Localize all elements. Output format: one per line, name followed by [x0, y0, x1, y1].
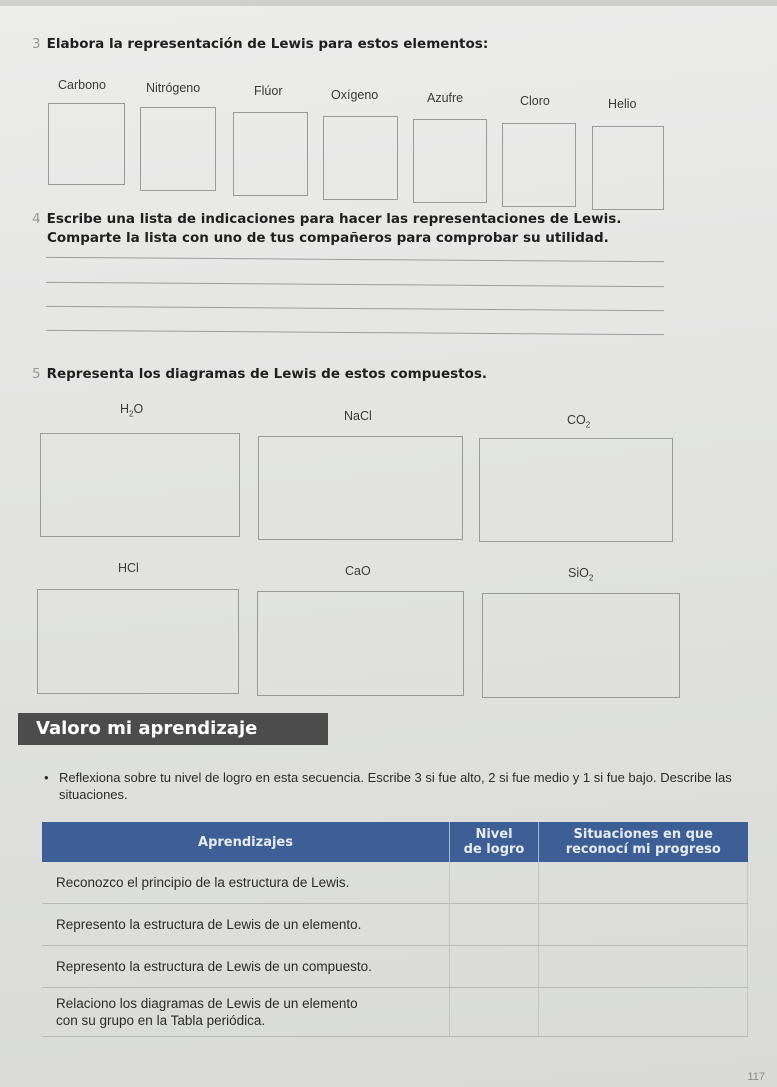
section-banner: Valoro mi aprendizaje [18, 713, 328, 745]
element-label-carbono: Carbono [58, 78, 106, 92]
header-aprendizajes: Aprendizajes [42, 822, 450, 862]
question-3-number: 3 [32, 36, 41, 52]
reflection-bullet: • [44, 770, 49, 785]
element-label-nitrogeno: Nitrógeno [146, 81, 201, 95]
header-situaciones: Situaciones en que reconocí mi progreso [539, 822, 748, 862]
question-5-number: 5 [32, 366, 41, 382]
reflection-instructions: Reflexiona sobre tu nivel de logro en esta secuencia. Escribe 3 si fue alto, 2 si fue medio y 1 si fue bajo. Describe las situaciones. [59, 770, 732, 802]
table-row [42, 946, 748, 988]
question-5-text: Representa los diagramas de Lewis de estos compuestos. [46, 366, 488, 382]
compound-label-cao: CaO [345, 564, 371, 578]
element-label-cloro: Cloro [520, 94, 550, 108]
learning-cell: Reconozco el principio de la estructura de Lewis. [42, 862, 450, 904]
lewis-box-h2o[interactable] [40, 433, 240, 537]
situation-cell[interactable] [539, 946, 748, 988]
header-nivel: Nivel de logro [450, 822, 539, 862]
lewis-box-helio[interactable] [592, 126, 664, 210]
lewis-box-co2[interactable] [479, 438, 673, 542]
lewis-box-sio2[interactable] [482, 593, 680, 698]
lewis-box-carbono[interactable] [48, 103, 125, 185]
lewis-box-azufre[interactable] [413, 119, 487, 203]
question-4-text-line2: Comparte la lista con uno de tus compañeros para comprobar su utilidad. [47, 230, 609, 246]
table-row [42, 988, 748, 1037]
table-header-row [42, 822, 748, 862]
compound-label-h2o: $H_2O$ [120, 402, 144, 419]
compound-label-hcl: HCl [118, 561, 139, 575]
learning-cell: Represento la estructura de Lewis de un compuesto. [42, 946, 450, 988]
lewis-box-oxigeno[interactable] [323, 116, 398, 200]
question-4-text-line1: Escribe una lista de indicaciones para hacer las representaciones de Lewis. [46, 211, 622, 227]
learning-cell: Relaciono los diagramas de Lewis de un elemento con su grupo en la Tabla periódica. [42, 988, 450, 1037]
lewis-box-cao[interactable] [257, 591, 464, 696]
answer-line-4[interactable] [46, 330, 664, 335]
answer-line-3[interactable] [46, 306, 664, 311]
question-5-title [32, 366, 487, 382]
question-4-number: 4 [32, 211, 41, 227]
lewis-box-hcl[interactable] [37, 589, 239, 694]
lewis-box-fluor[interactable] [233, 112, 308, 196]
table-row [42, 904, 748, 946]
table-row [42, 862, 748, 904]
element-label-azufre: Azufre [427, 91, 464, 105]
compound-label-sio2: SiO$_2$ [568, 566, 594, 583]
question-3-title [32, 36, 488, 52]
element-label-helio: Helio [608, 97, 637, 111]
learning-cell: Represento la estructura de Lewis de un elemento. [42, 904, 450, 946]
compound-label-nacl: NaCl [344, 409, 372, 423]
lewis-box-cloro[interactable] [502, 123, 576, 207]
page-number: 117 [747, 1071, 765, 1083]
element-label-fluor: Flúor [254, 84, 283, 98]
question-4-title [32, 211, 621, 227]
level-cell[interactable] [450, 904, 539, 946]
level-cell[interactable] [450, 862, 539, 904]
level-cell[interactable] [450, 946, 539, 988]
answer-line-2[interactable] [46, 282, 664, 287]
lewis-box-nacl[interactable] [258, 436, 463, 540]
page-top-edge [0, 0, 777, 6]
compound-label-co2: $CO_2$ [567, 413, 591, 430]
self-assessment-table [42, 822, 748, 1037]
answer-line-1[interactable] [46, 257, 664, 262]
lewis-box-nitrogeno[interactable] [140, 107, 216, 191]
element-label-oxigeno: Oxígeno [331, 88, 379, 102]
level-cell[interactable] [450, 988, 539, 1037]
question-3-text: Elabora la representación de Lewis para estos elementos: [46, 36, 489, 52]
situation-cell[interactable] [539, 862, 748, 904]
situation-cell[interactable] [539, 904, 748, 946]
situation-cell[interactable] [539, 988, 748, 1037]
